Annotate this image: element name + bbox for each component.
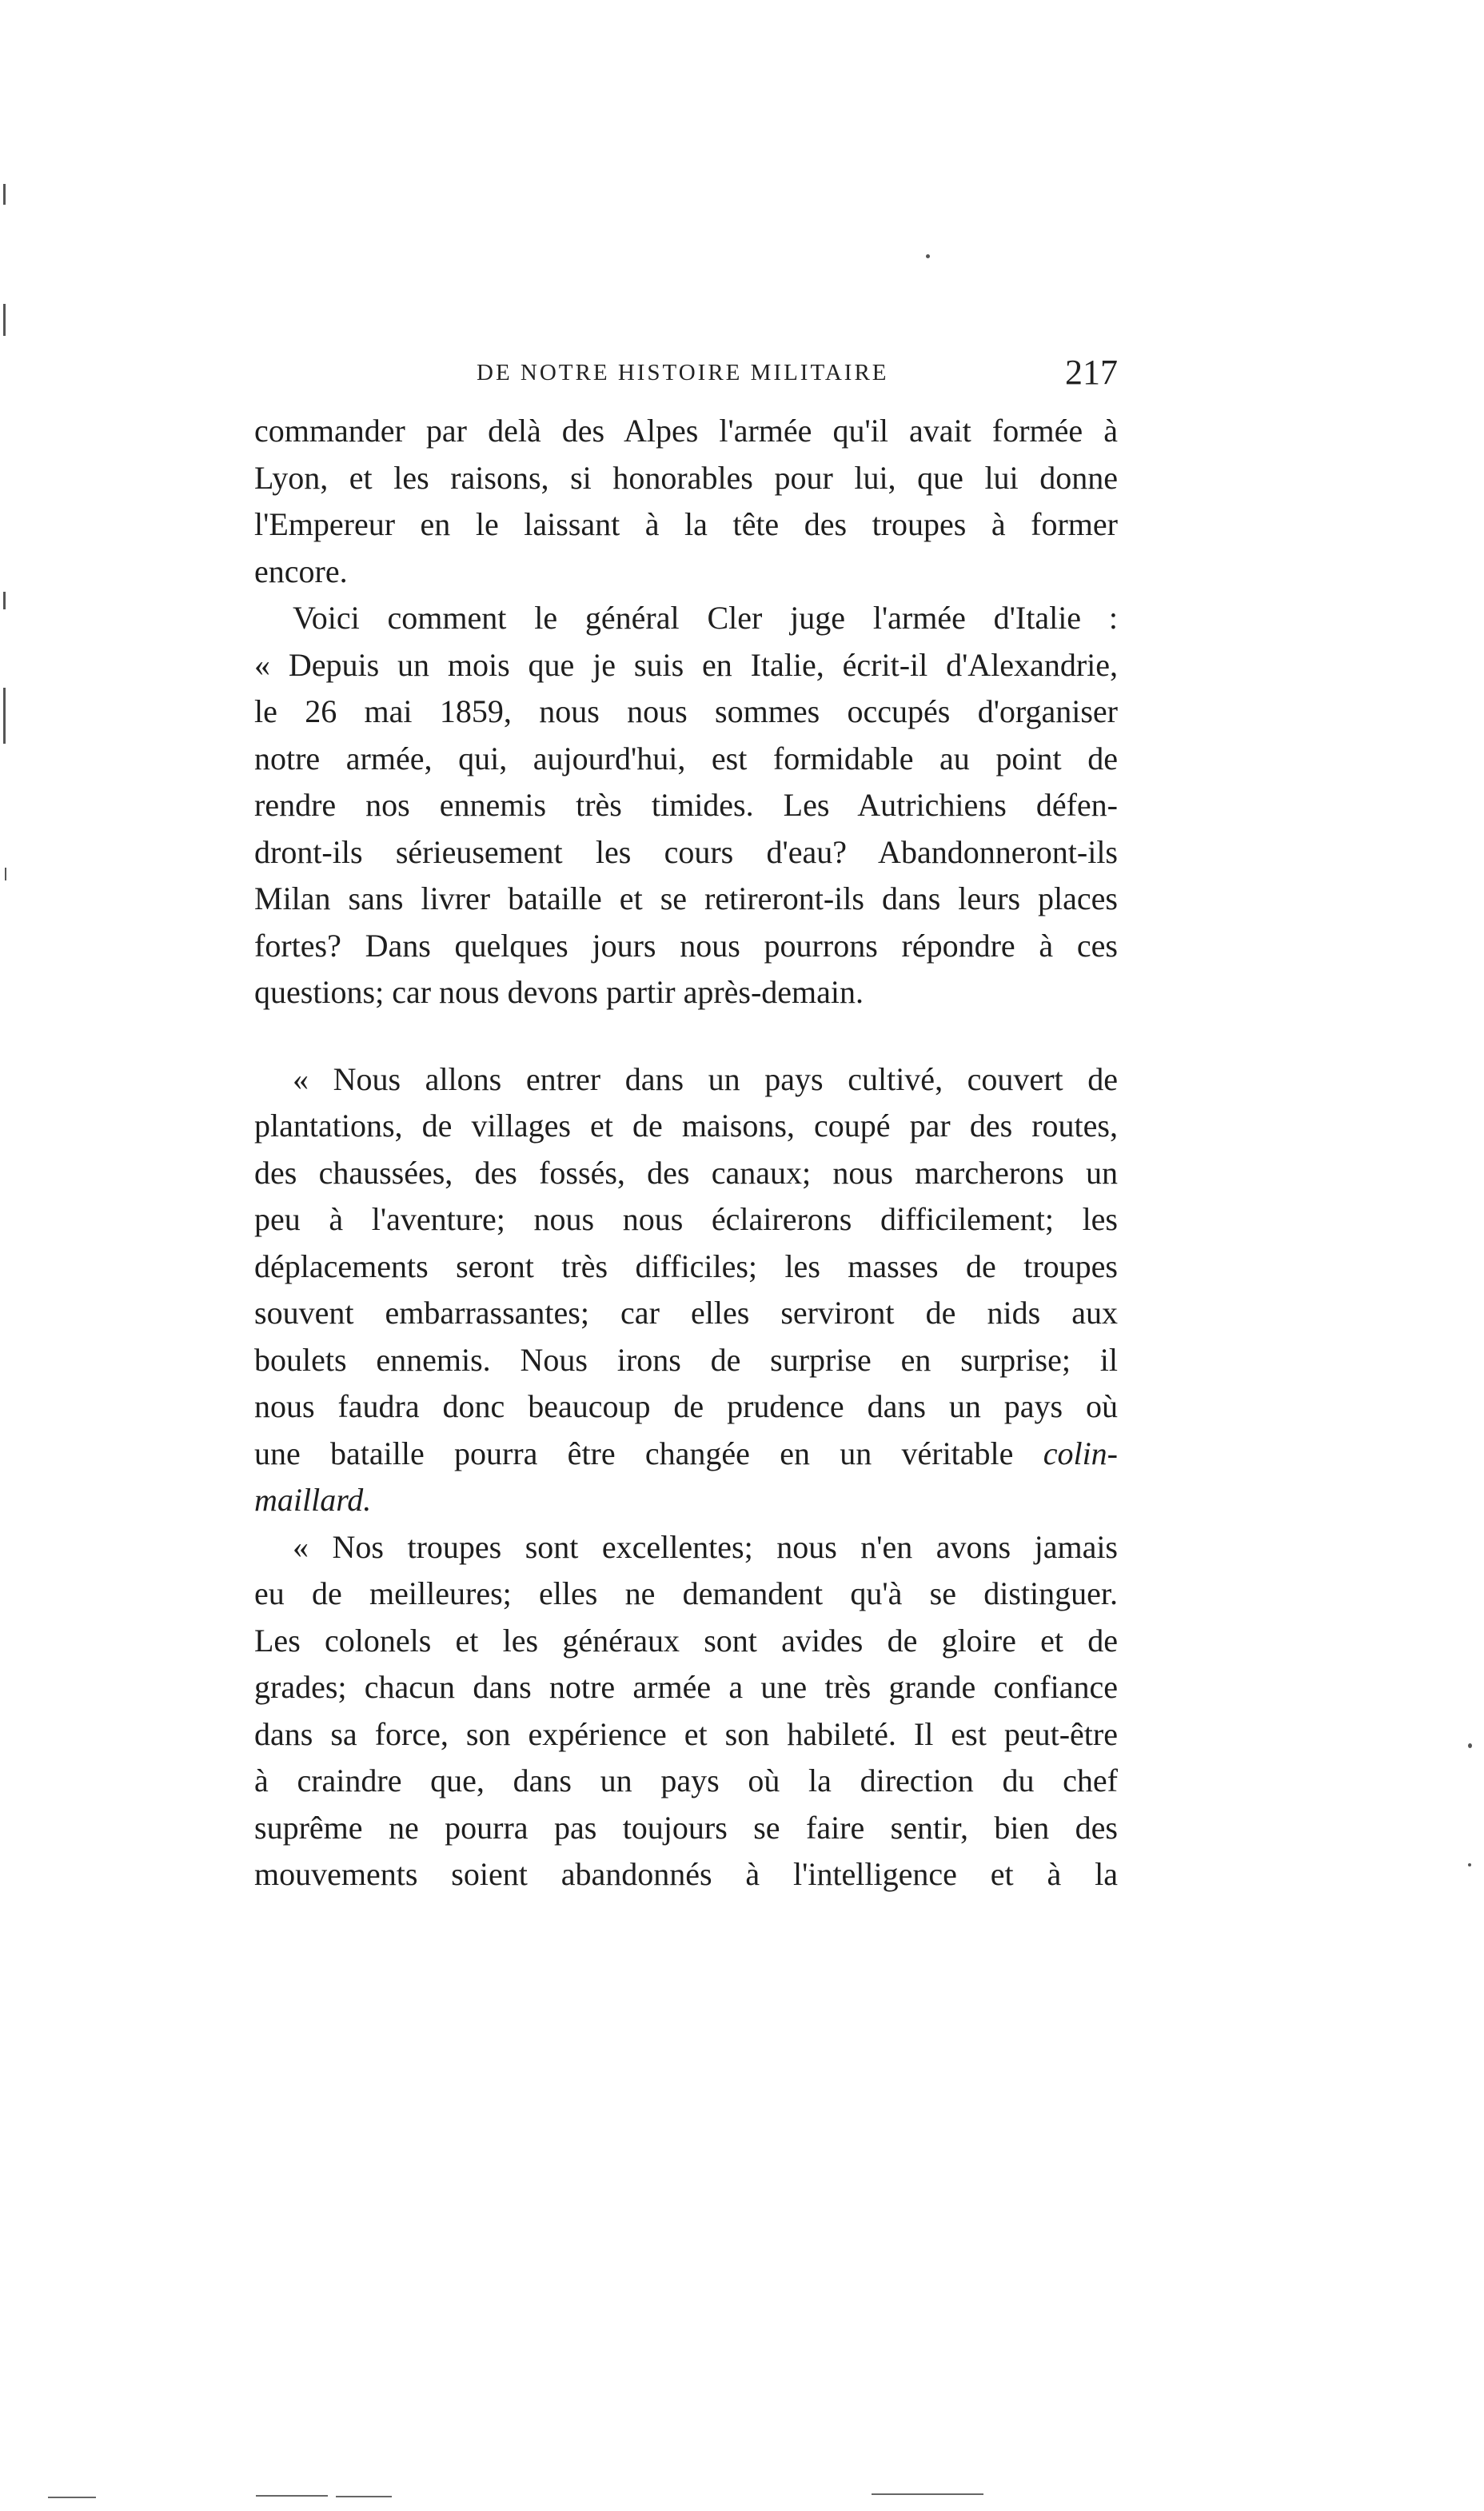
- scan-mark: [3, 592, 6, 609]
- text-line: notre armée, qui, aujourd'hui, est formidable au point de: [254, 740, 1118, 776]
- text-line: « Nos troupes sont excellentes; nous n'en avons jamais: [293, 1528, 1118, 1565]
- text-line: souvent embarrassantes; car elles serviront de nids aux: [254, 1295, 1118, 1331]
- text-line: Lyon, et les raisons, si honorables pour lui, que lui donne: [254, 459, 1118, 496]
- text-line: [254, 1477, 1118, 1524]
- text-line: mouvements soient abandonnés à l'intelligence et à la: [254, 1856, 1118, 1892]
- text-line: boulets ennemis. Nous irons de surprise en surprise; il: [254, 1341, 1118, 1378]
- scan-mark: [256, 2495, 328, 2497]
- text-line: Voici comment le général Cler juge l'armée d'Italie :: [293, 600, 1118, 636]
- text-line: nous faudra donc beaucoup de prudence dans un pays où: [254, 1388, 1118, 1424]
- text-line-segment: une bataille pourra être changée en un véritable: [254, 1435, 1014, 1471]
- scan-mark: [3, 184, 6, 205]
- text-line: questions; car nous devons partir après-demain.: [254, 974, 864, 1010]
- text-line: commander par delà des Alpes l'armée qu'il avait formée à: [254, 413, 1118, 449]
- italic-word: maillard.: [254, 1482, 372, 1518]
- body-text: [254, 408, 1118, 1898]
- text-line: suprême ne pourra pas toujours se faire sentir, bien des: [254, 1809, 1118, 1846]
- text-line: Milan sans livrer bataille et se retireront-ils dans leurs places: [254, 880, 1118, 916]
- page-number: 217: [1065, 353, 1118, 392]
- italic-word: colin-: [1043, 1435, 1119, 1471]
- text-line: « Depuis un mois que je suis en Italie, écrit-il d'Alexandrie,: [254, 646, 1118, 683]
- scan-mark: [1468, 1863, 1471, 1866]
- scan-mark: [3, 304, 6, 336]
- scan-mark: [336, 2496, 392, 2497]
- text-line: eu de meilleures; elles ne demandent qu'à se distinguer.: [254, 1575, 1118, 1611]
- text-line: l'Empereur en le laissant à la tête des troupes à former: [254, 506, 1118, 542]
- text-line: des chaussées, des fossés, des canaux; nous marcherons un: [254, 1154, 1118, 1191]
- text-line: plantations, de villages et de maisons, coupé par des routes,: [254, 1108, 1118, 1144]
- running-title: DE NOTRE HISTOIRE MILITAIRE: [477, 360, 889, 385]
- text-line: Les colonels et les généraux sont avides de gloire et de: [254, 1622, 1118, 1659]
- scan-mark: [5, 868, 6, 880]
- text-line: fortes? Dans quelques jours nous pourrons répondre à ces: [254, 927, 1118, 964]
- text-line: encore.: [254, 553, 348, 589]
- text-line: dront-ils sérieusement les cours d'eau? Abandonneront-ils: [254, 833, 1118, 870]
- scan-mark: [926, 254, 930, 258]
- text-line: déplacements seront très difficiles; les masses de troupes: [254, 1248, 1118, 1284]
- running-header: [254, 352, 1118, 400]
- scan-mark: [48, 2497, 96, 2498]
- scan-mark: [872, 2493, 983, 2495]
- text-line: le 26 mai 1859, nous nous sommes occupés d'organiser: [254, 693, 1118, 729]
- text-line: grades; chacun dans notre armée a une très grande confiance: [254, 1669, 1118, 1705]
- text-line: peu à l'aventure; nous nous éclairerons difficilement; les: [254, 1201, 1118, 1237]
- text-line: [254, 1431, 1118, 1478]
- text-line: rendre nos ennemis très timides. Les Autrichiens défen-: [254, 787, 1118, 823]
- scan-mark: [1468, 1743, 1472, 1748]
- text-line: dans sa force, son expérience et son habileté. Il est peut-être: [254, 1715, 1118, 1752]
- text-line: à craindre que, dans un pays où la direction du chef: [254, 1762, 1118, 1798]
- text-line: « Nous allons entrer dans un pays cultivé, couvert de: [293, 1060, 1118, 1097]
- scan-mark: [3, 688, 6, 744]
- paragraph-gap: [254, 1016, 1118, 1056]
